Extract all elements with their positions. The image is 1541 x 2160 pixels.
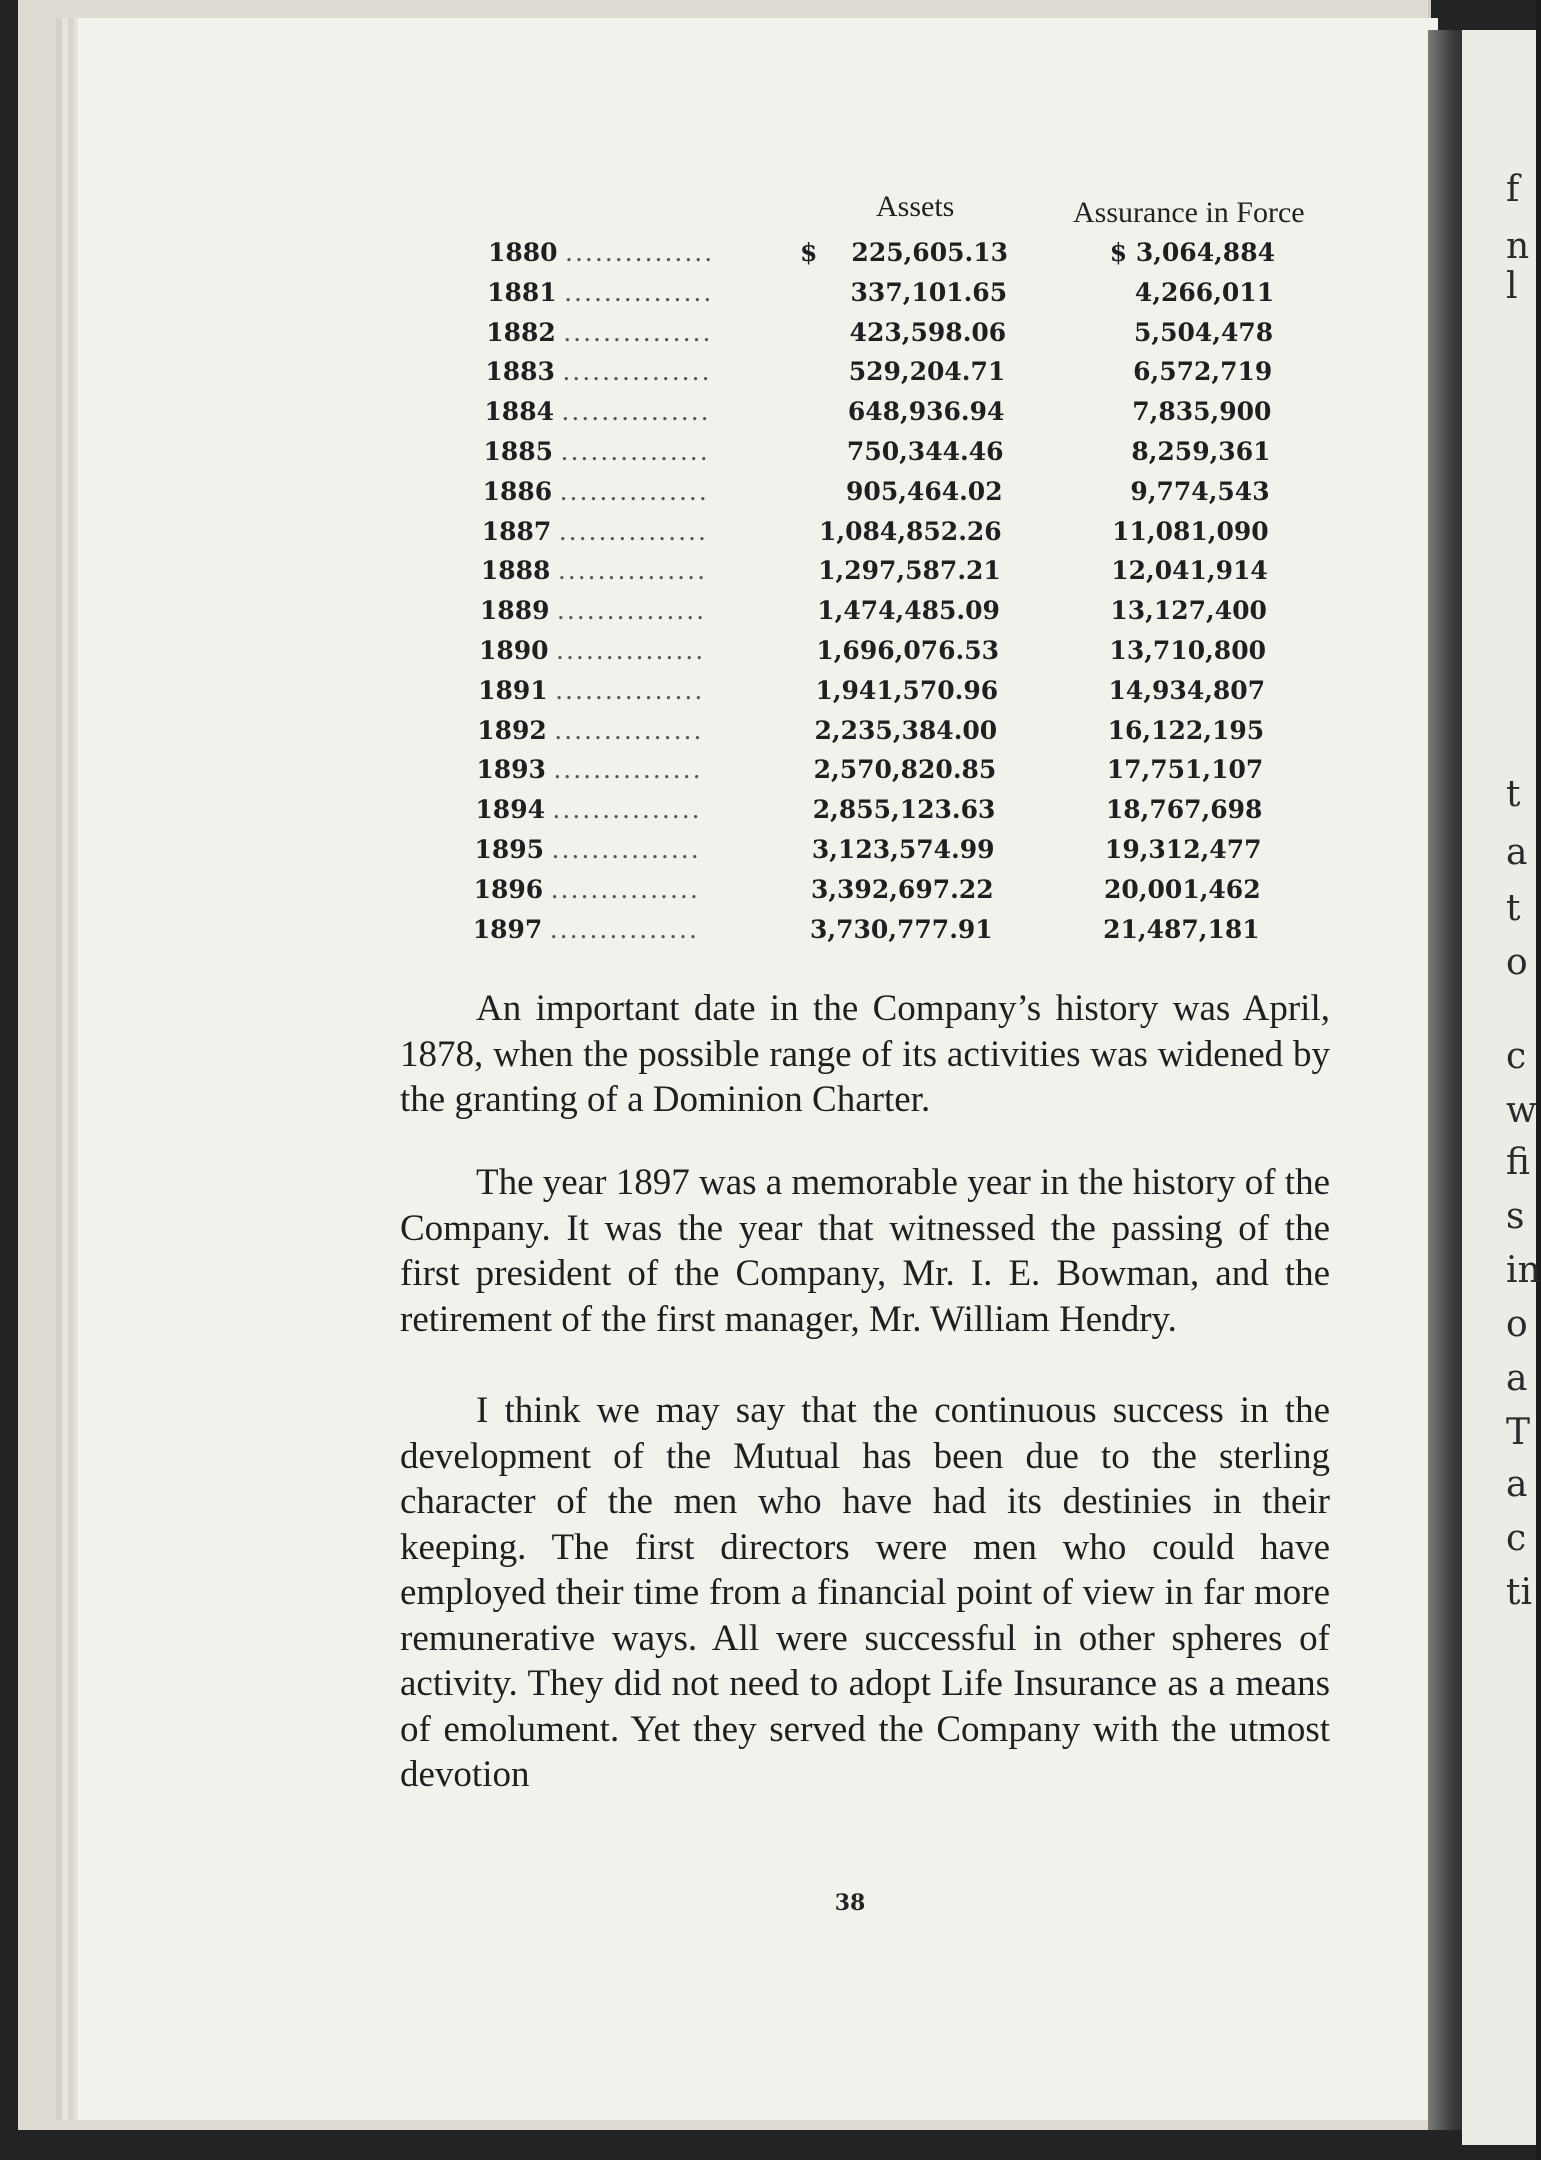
row-assets: 1,084,852.26 bbox=[819, 516, 1002, 546]
row-assets: 337,101.65 bbox=[850, 277, 1008, 307]
facing-page bbox=[1462, 30, 1541, 2145]
facing-page-fragment: c bbox=[1506, 1036, 1527, 1077]
row-assets: 1,474,485.09 bbox=[817, 596, 1000, 626]
row-assurance-in-force: 14,934,807 bbox=[1108, 675, 1266, 705]
row-assets: 2,570,820.85 bbox=[813, 755, 997, 785]
table-row bbox=[0, 795, 1387, 835]
table-row bbox=[0, 556, 1393, 596]
row-year: 1892 bbox=[477, 715, 547, 745]
dot-leader: ............... bbox=[556, 596, 707, 626]
facing-page-fragment: fi bbox=[1506, 1142, 1531, 1183]
facing-page-fragment: c bbox=[1506, 1518, 1527, 1559]
dot-leader: ............... bbox=[562, 357, 712, 387]
facing-page-fragment: t bbox=[1506, 774, 1521, 815]
page-number-text: 38 bbox=[834, 1890, 866, 1916]
column-header-assurance: Assurance in Force bbox=[1073, 196, 1305, 229]
facing-page-fragment: l bbox=[1506, 266, 1518, 307]
table-row bbox=[0, 357, 1397, 397]
facing-page-fragment: o bbox=[1506, 1304, 1528, 1345]
facing-page-fragment: n bbox=[1506, 226, 1530, 267]
row-year: 1890 bbox=[479, 636, 549, 665]
row-assurance-in-force: 17,751,107 bbox=[1106, 755, 1264, 785]
dot-leader: ............... bbox=[565, 238, 715, 267]
row-year: 1893 bbox=[476, 755, 546, 785]
paragraph-text: An important date in the Company’s history was April, 1878, when the possible range of its activities was widened by the granting of a Dominion Charter. bbox=[400, 988, 1330, 1120]
row-assets: 750,344.46 bbox=[846, 437, 1004, 466]
table-row bbox=[0, 437, 1396, 477]
facing-page-fragment: a bbox=[1506, 1464, 1528, 1505]
row-assets: 3,392,697.22 bbox=[810, 874, 994, 904]
row-year: 1884 bbox=[484, 397, 554, 427]
dot-leader: ............... bbox=[556, 636, 706, 665]
row-assets: 2,855,123.63 bbox=[812, 795, 996, 825]
table-row bbox=[0, 517, 1394, 557]
row-assurance-in-force: 19,312,477 bbox=[1104, 835, 1262, 864]
dot-leader: ............... bbox=[558, 516, 708, 546]
dot-leader: ............... bbox=[549, 914, 699, 944]
row-year: 1896 bbox=[473, 874, 544, 904]
row-year: 1889 bbox=[479, 596, 550, 626]
row-assets: 423,598.06 bbox=[849, 317, 1007, 347]
dot-leader: ............... bbox=[563, 317, 713, 347]
row-year: 1897 bbox=[472, 914, 543, 944]
row-assurance-in-force: 13,710,800 bbox=[1109, 636, 1266, 665]
table-row bbox=[0, 238, 1400, 278]
facing-page-fragment: a bbox=[1506, 832, 1528, 873]
table-row bbox=[0, 676, 1390, 716]
row-assurance-in-force: 11,081,090 bbox=[1112, 516, 1269, 546]
table-row bbox=[0, 915, 1385, 955]
dot-leader: ............... bbox=[564, 277, 714, 307]
facing-page-fragment: a bbox=[1506, 1358, 1528, 1399]
row-assurance-in-force: 7,835,900 bbox=[1132, 397, 1272, 427]
row-year: 1885 bbox=[483, 437, 554, 466]
table-row bbox=[0, 278, 1399, 318]
facing-page-fragment: T bbox=[1506, 1412, 1531, 1453]
table-row bbox=[0, 835, 1387, 875]
facing-page-fragment: in bbox=[1506, 1250, 1541, 1291]
row-assurance-in-force: 8,259,361 bbox=[1131, 437, 1271, 466]
row-assurance-in-force: 20,001,462 bbox=[1104, 874, 1261, 904]
row-assets: 1,696,076.53 bbox=[816, 636, 999, 665]
row-year: 1882 bbox=[486, 317, 556, 347]
row-assurance-in-force: 13,127,400 bbox=[1110, 596, 1267, 626]
row-assurance-in-force: 5,504,478 bbox=[1134, 317, 1274, 347]
row-year: 1886 bbox=[482, 476, 553, 506]
dot-leader: ............... bbox=[555, 675, 705, 705]
paragraph-directors bbox=[400, 1388, 1330, 1798]
paragraph-text: The year 1897 was a memorable year in the history of the Company. It was the year that witnessed the passing of the first president of the Company, Mr. I. E. Bowman, and the retirement of the first manager, Mr. William Hendry. bbox=[400, 1162, 1330, 1340]
facing-page-fragment: ti bbox=[1506, 1572, 1532, 1613]
table-row bbox=[0, 875, 1386, 915]
row-year: 1895 bbox=[474, 835, 545, 864]
row-assets: 3,123,574.99 bbox=[811, 835, 995, 864]
row-assurance-in-force: 21,487,181 bbox=[1103, 914, 1260, 944]
row-assets: 529,204.71 bbox=[848, 357, 1006, 387]
dot-leader: ............... bbox=[560, 437, 710, 466]
table-row bbox=[0, 636, 1391, 676]
dot-leader: ............... bbox=[550, 874, 700, 904]
row-assets: 1,941,570.96 bbox=[815, 675, 999, 705]
table-row bbox=[0, 596, 1392, 636]
dot-leader: ............... bbox=[557, 556, 708, 586]
row-year: 1891 bbox=[478, 675, 548, 705]
table-row bbox=[0, 397, 1396, 437]
dot-leader: ............... bbox=[561, 397, 711, 427]
row-assurance-in-force: 6,572,719 bbox=[1133, 357, 1273, 387]
row-assets: 1,297,587.21 bbox=[818, 556, 1001, 586]
row-year: 1894 bbox=[475, 795, 545, 825]
facing-page-fragment: f bbox=[1506, 169, 1520, 210]
paragraph-1897 bbox=[400, 1160, 1330, 1342]
row-assurance-in-force: 18,767,698 bbox=[1105, 795, 1263, 825]
row-assets: 905,464.02 bbox=[846, 476, 1003, 506]
row-assurance-in-force: 12,041,914 bbox=[1111, 556, 1268, 586]
page-number bbox=[0, 1890, 1536, 1916]
paragraph-dominion-charter bbox=[400, 986, 1330, 1123]
row-dollar-sign: $ bbox=[800, 238, 818, 267]
row-year: 1888 bbox=[480, 556, 551, 586]
row-assurance-in-force: 4,266,011 bbox=[1134, 277, 1275, 307]
facing-page-fragment: t bbox=[1506, 888, 1521, 929]
facing-page-fragment: s bbox=[1506, 1196, 1525, 1237]
dot-leader: ............... bbox=[552, 795, 702, 825]
facing-page-fragment: w bbox=[1506, 1090, 1537, 1131]
row-assurance-in-force: 16,122,195 bbox=[1107, 715, 1265, 745]
table-row bbox=[0, 716, 1389, 756]
dot-leader: ............... bbox=[559, 476, 709, 506]
table-row bbox=[0, 755, 1388, 795]
row-assets: 3,730,777.91 bbox=[810, 914, 993, 944]
facing-page-fragment: o bbox=[1506, 942, 1528, 983]
row-assurance-in-force: $ 3,064,884 bbox=[1109, 238, 1275, 267]
dot-leader: ............... bbox=[553, 755, 703, 785]
column-header-assets: Assets bbox=[876, 190, 955, 223]
row-assets: 2,235,384.00 bbox=[814, 715, 998, 745]
row-assets: 225,605.13 bbox=[851, 238, 1008, 267]
row-year: 1887 bbox=[481, 516, 552, 546]
dot-leader: ............... bbox=[551, 835, 701, 864]
row-year: 1880 bbox=[488, 238, 558, 267]
row-year: 1883 bbox=[485, 357, 555, 387]
dot-leader: ............... bbox=[554, 715, 704, 745]
row-assets: 648,936.94 bbox=[847, 397, 1005, 427]
row-assurance-in-force: 9,774,543 bbox=[1130, 476, 1270, 506]
paragraph-text: I think we may say that the continuous success in the development of the Mutual has been due to the sterling character of the men who have had its destinies in their keeping. The first directors were men who could have employed their time from a financial point of view in far more remunerative ways. All were successful in other spheres of activity. They did not need to adopt Life Insurance as a means of emolument. Yet they served the Company with the utmost devotion bbox=[400, 1390, 1330, 1795]
table-row bbox=[0, 477, 1395, 517]
table-row bbox=[0, 318, 1398, 358]
row-year: 1881 bbox=[487, 277, 557, 307]
